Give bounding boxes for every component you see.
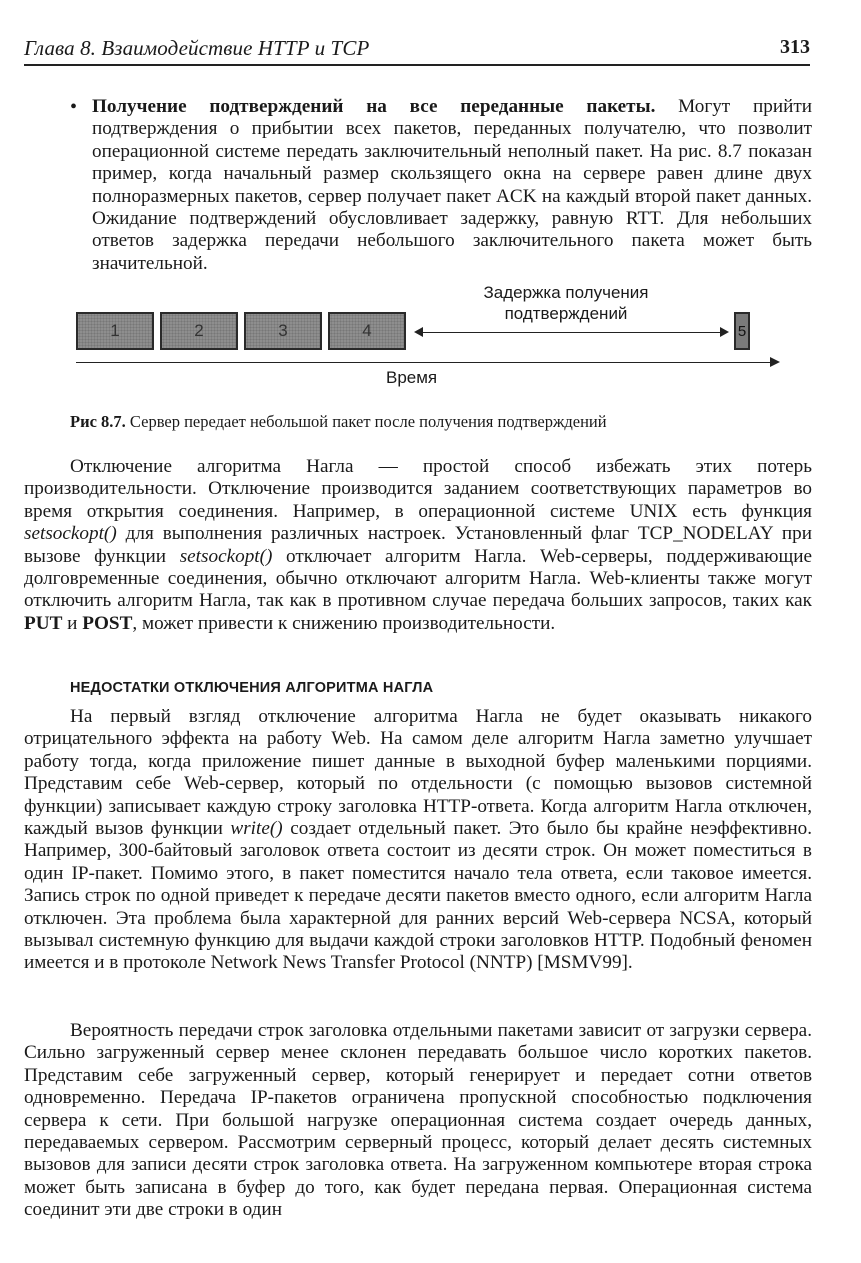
time-axis	[76, 362, 772, 363]
p1-put: PUT	[24, 612, 63, 634]
bullet-text: Могут прийти подтверждения о прибытии всех пакетов, переданных получателю, что позволит операционной системе передать заключительный неполный пакет. На рис. 8.7 показан пример, когда начальный размер скользящего окна на сервере равен длине двух полноразмерных пакетов, сервер получает пакет ACK на каждый второй пакет данных. Ожидание подтверждений обусловливает задержку, равную RTT. Для небольших ответов задержка передачи небольшого заключительного пакета может быть значительной.	[92, 96, 813, 274]
p2-text-2: создает отдельный пакет. Это было бы крайне неэффективно. Например, 300-байтовый заголовок ответа состоит из десяти строк. Он может поместиться в один IP-пакет. Помимо этого, в пакет поместится начало тела ответа, если таковое имеется. Запись строк по одной приведет к передаче десяти пакетов вместо одного, если алгоритм Нагла отключен. Эта проблема была характерной для ранних версий Web-сервера NCSA, который вызывал системную функцию для выдачи каждой строки заголовков HTTP. Подобный феномен имеется и в протоколе Network News Transfer Protocol (NNTP) [MSMV99].	[24, 818, 812, 974]
section-heading: НЕДОСТАТКИ ОТКЛЮЧЕНИЯ АЛГОРИТМА НАГЛА	[70, 680, 434, 696]
p1-func-1: setsockopt()	[24, 523, 117, 545]
time-arrow-icon	[770, 357, 780, 367]
figure-caption-text: Сервер передает небольшой пакет после получения подтверждений	[125, 412, 607, 431]
header-rule	[24, 64, 810, 66]
delay-label	[466, 282, 666, 324]
p2-func-1: write()	[230, 818, 283, 840]
p2-text-1: На первый взгляд отключение алгоритма Нагла не будет оказывать никакого отрицательного эффекта на работу Web. На самом деле алгоритм Нагла заметно улучшает работу тогда, когда приложение пишет данные в выходной буфер маленькими порциями. Представим себе Web-сервер, который по отдельности (с помощью вызовов системной функции) записывает каждую строку заголовка HTTP-ответа. Когда алгоритм Нагла отключен, каждый вызов функции	[24, 706, 812, 840]
bullet-paragraph	[92, 96, 812, 275]
p1-text-3: отключает алгоритм Нагла. Web-серверы, поддерживающие долговременные соединения, обычно отключают алгоритм Нагла. Web-клиенты также могут отключить алгоритм Нагла, так как в противном случае передача больших запросов, таких как	[24, 545, 813, 612]
figure-caption-label: Рис 8.7.	[70, 412, 126, 431]
packet-2: 2	[160, 312, 238, 350]
running-head	[24, 36, 810, 62]
p1-text-4: , может привести к снижению производительности.	[132, 612, 556, 634]
packet-1: 1	[76, 312, 154, 350]
p1-text-1: Отключение алгоритма Нагла — простой способ избежать этих потерь производительности. Отключение производится заданием соответствующих параметров во время открытия соединения. Например, в операционной системе UNIX есть функция	[24, 456, 812, 522]
paragraph-3: Вероятность передачи строк заголовка отдельными пакетами зависит от загрузки сервера. Сильно загруженный сервер менее склонен передавать большое число коротких пакетов. Представим себе загруженный сервер, который генерирует и передает сотни ответов одновременно. Передача IP-пакетов ограничена пропускной способностью подключения сервера к сети. При большой нагрузке операционная система создает очередь данных, передаваемых сервером. Рассмотрим серверный процесс, который делает десять системных вызовов для записи десяти строк заголовка ответа. На загруженном компьютере вторая строка может быть записана в буфер до того, как будет передана первая. Операционная система соединит эти две строки в один	[24, 1020, 812, 1221]
packet-5: 5	[734, 312, 750, 350]
p1-text-2: для выполнения различных настроек. Установленный флаг TCP_NODELAY при вызове функции	[24, 523, 812, 567]
p1-func-2: setsockopt()	[179, 545, 273, 567]
p1-post: POST	[82, 612, 133, 634]
packet-3: 3	[244, 312, 322, 350]
packet-4: 4	[328, 312, 406, 350]
paragraph-2	[24, 706, 812, 975]
page-number: 313	[780, 36, 810, 58]
p1-and: и	[62, 612, 83, 634]
figure-caption	[70, 412, 607, 432]
chapter-title: Глава 8. Взаимодействие HTTP и TCP	[24, 36, 370, 60]
time-label: Время	[386, 368, 438, 387]
figure-8-7	[76, 282, 786, 392]
arrow-right-icon	[720, 327, 729, 337]
delay-label-line2: подтверждений	[504, 304, 628, 323]
bullet-icon: •	[70, 96, 78, 118]
delay-label-line1: Задержка получения	[483, 283, 649, 302]
bullet-lead: Получение подтверждений на все переданные пакеты.	[92, 96, 656, 117]
delay-line	[420, 332, 720, 333]
paragraph-1	[24, 456, 812, 635]
